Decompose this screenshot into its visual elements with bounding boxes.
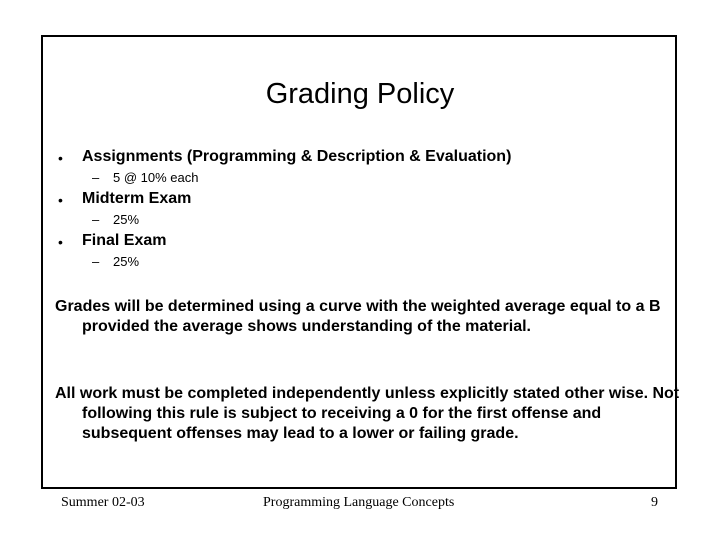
footer-course: Programming Language Concepts (263, 495, 455, 510)
grading-curve-paragraph: Grades will be determined using a curve with the weighted average equal to a B provided the average shows understanding of the material. (55, 298, 661, 335)
bullet-midterm: Midterm Exam (82, 190, 192, 207)
sub-bullet-marker: – (92, 170, 100, 185)
sub-bullet-final-weight: 25% (113, 254, 140, 269)
bullet-marker: • (58, 150, 63, 166)
independent-work-paragraph: All work must be completed independently unless explicitly stated other wise. Not following this rule is subject to receiving a 0 for the first offense and subsequent offenses may lead to a lower or failing grade. (55, 385, 680, 442)
sub-bullet-assignments-weight: 5 @ 10% each (113, 170, 199, 185)
bullet-marker: • (58, 234, 63, 250)
sub-bullet-midterm-weight: 25% (113, 212, 140, 227)
footer-term: Summer 02-03 (61, 495, 145, 510)
bullet-marker: • (58, 192, 63, 208)
slide-title: Grading Policy (265, 78, 455, 110)
footer-page-number: 9 (651, 495, 658, 510)
sub-bullet-marker: – (92, 254, 100, 269)
bullet-assignments: Assignments (Programming & Description & Evaluation) (82, 148, 512, 165)
sub-bullet-marker: – (92, 212, 100, 227)
bullet-final: Final Exam (82, 232, 167, 249)
